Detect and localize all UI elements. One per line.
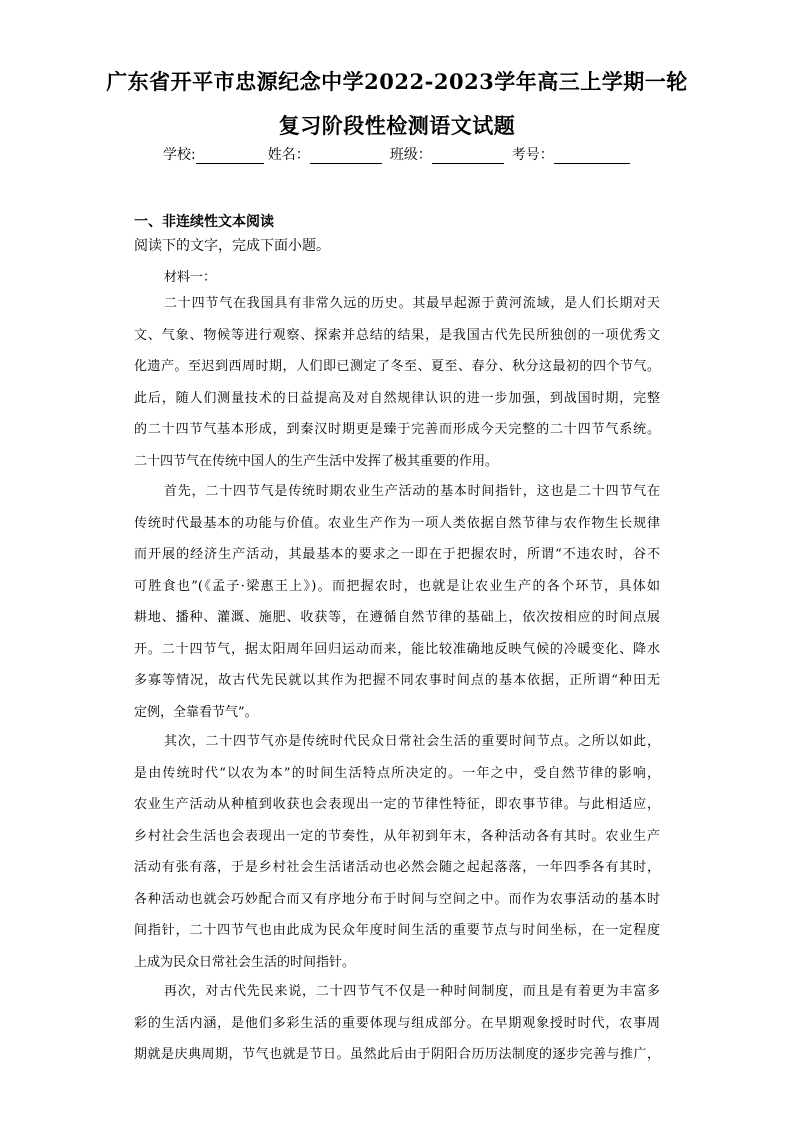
exam-number-blank	[554, 149, 630, 164]
passage-line: 上成为民众日常社会生活的时间指针。	[134, 954, 356, 970]
passage-line: 的二十四节气基本形成，到秦汉时期更是臻于完善而形成今天完整的二十四节气系统。	[134, 422, 660, 437]
material-label: 材料一：	[164, 270, 217, 285]
class-blank	[432, 149, 504, 164]
reading-instruction: 阅读下的文字，完成下面小题。	[134, 238, 330, 254]
passage-line: 化遗产。至迟到西周时期，人们即已测定了冬至、夏至、春分、秋分这最初的四个节气。	[134, 359, 660, 374]
name-blank	[310, 149, 382, 164]
passage-line: 首先，二十四节气是传统时期农业生产活动的基本时间指针，这也是二十四节气在	[164, 484, 660, 499]
passage-line: 活动有张有落，于是乡村社会生活诸活动也必然会随之起起落落，一年四季各有其时，	[134, 860, 660, 875]
passage-line: 农业生产活动从种植到收获也会表现出一定的节律性特征，即农事节律。与此相适应，	[134, 797, 660, 812]
exam-title-line1: 广东省开平市忠源纪念中学2022-2023学年高三上学期一轮	[106, 69, 688, 94]
class-label: 班级：	[389, 147, 432, 163]
section-heading: 一、非连续性文本阅读	[134, 214, 274, 230]
school-blank	[196, 149, 264, 164]
passage-line: 其次，二十四节气亦是传统时代民众日常社会生活的重要时间节点。之所以如此，	[164, 734, 660, 749]
passage-line: 而开展的经济生产活动，其最基本的要求之一即在于把握农时，所谓“不违农时，谷不	[134, 547, 660, 562]
passage-line: 耕地、播种、灌溉、施肥、收获等，在遵循自然节律的基础上，依次按相应的时间点展	[134, 610, 660, 625]
exam-number-label: 考号：	[511, 147, 554, 163]
passage-line: 乡村社会生活也会表现出一定的节奏性，从年初到年末，各种活动各有其时。农业生产	[134, 828, 660, 844]
passage-line: 各种活动也就会巧妙配合而又有序地分布于时间与空间之中。而作为农事活动的基本时	[134, 891, 660, 907]
passage-line: 开。二十四节气，据太阳周年回归运动而来，能比较准确地反映气候的冷暖变化、降水	[134, 641, 660, 657]
passage-line: 彩的生活内涵，是他们多彩生活的重要体现与组成部分。在早期观象授时时代，农事周	[134, 1015, 660, 1031]
passage-line: 二十四节气在传统中国人的生产生活中发挥了极其重要的作用。	[134, 453, 499, 469]
passage-line: 期就是庆典周期，节气也就是节日。虽然此后由于阴阳合历历法制度的逐步完善与推广，	[134, 1047, 660, 1062]
passage-line: 是由传统时代“以农为本”的时间生活特点所决定的。一年之中，受自然节律的影响，	[134, 765, 660, 781]
passage-line: 多寡等情况，故古代先民就以其作为把握不同农事时间点的基本依据，正所谓“种田无	[134, 673, 660, 688]
student-info-line	[163, 144, 630, 164]
passage-line: 文、气象、物候等进行观察、探索并总结的结果，是我国古代先民所独创的一项优秀文	[134, 327, 660, 343]
passage-line: 再次，对古代先民来说，二十四节气不仅是一种时间制度，而且是有着更为丰富多	[164, 984, 660, 999]
school-label: 学校:	[163, 147, 196, 163]
passage-line: 可胜食也”(《孟子·梁惠王上》)。而把握农时，也就是让农业生产的各个环节，具体如	[134, 578, 660, 594]
passage-line: 间指针，二十四节气也由此成为民众年度时间生活的重要节点与时间坐标，在一定程度	[134, 923, 660, 938]
passage-line: 此后，随人们测量技术的日益提高及对自然规律认识的进一步加强，到战国时期，完整	[134, 390, 660, 406]
passage-line: 定例，全靠看节气”。	[134, 704, 258, 720]
passage-line: 传统时代最基本的功能与价值。农业生产作为一项人类依据自然节律与农作物生长规律	[134, 515, 660, 531]
passage-line: 二十四节气在我国具有非常久远的历史。其最早起源于黄河流域，是人们长期对天	[164, 296, 660, 311]
exam-title-line2: 复习阶段性检测语文试题	[278, 113, 516, 138]
name-label: 姓名：	[267, 147, 310, 163]
